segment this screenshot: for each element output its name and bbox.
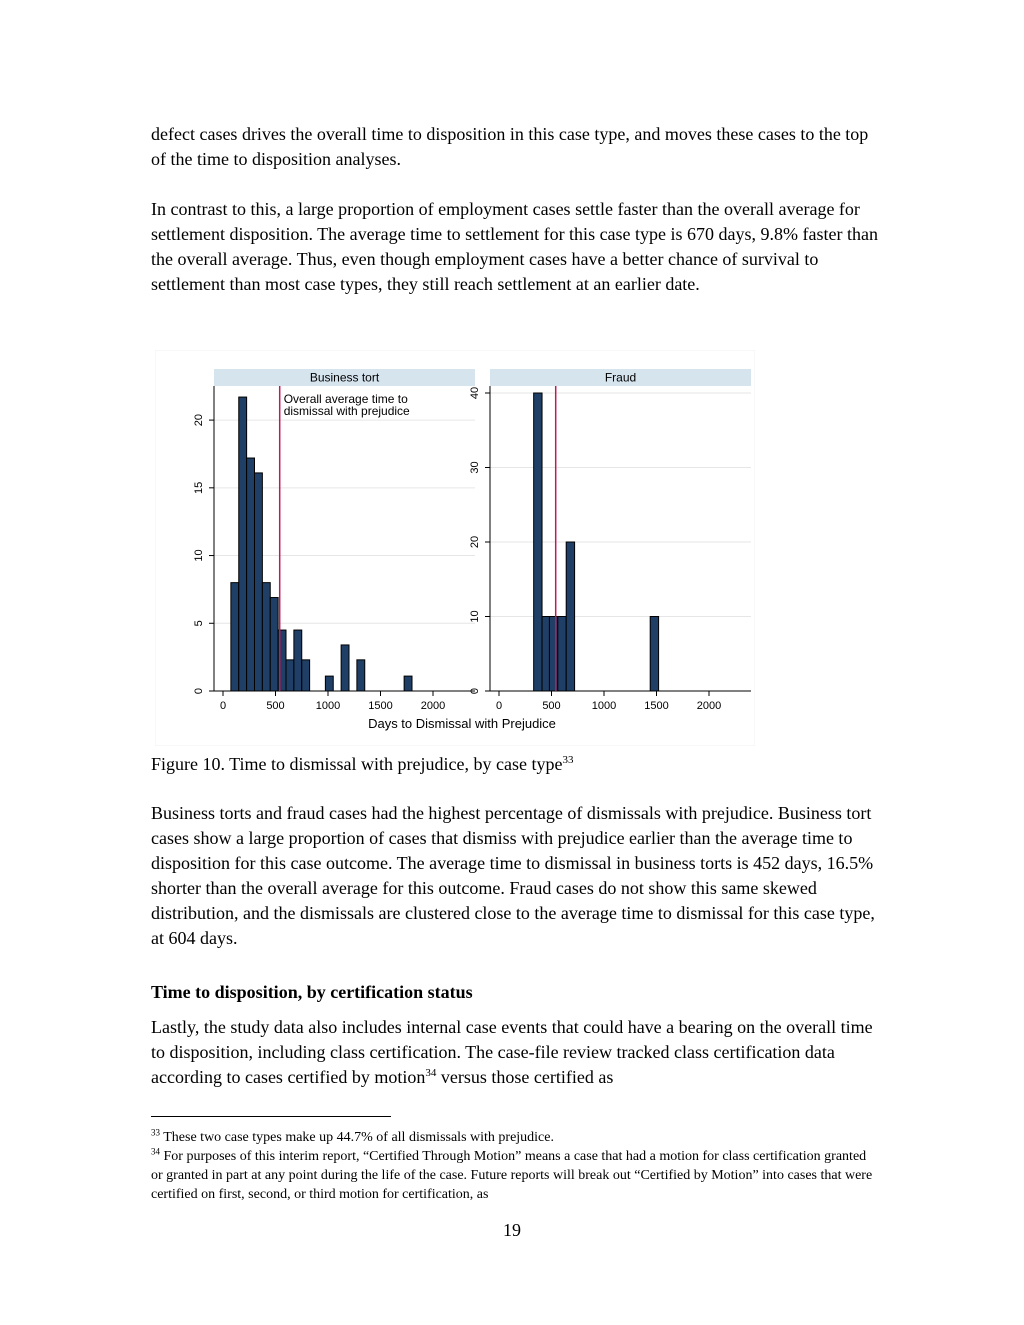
histogram-bar <box>270 598 278 691</box>
y-tick-label: 5 <box>193 620 205 627</box>
y-tick-label: 40 <box>469 386 481 400</box>
x-tick-label: 500 <box>266 700 285 712</box>
x-tick-label: 1000 <box>591 700 617 712</box>
footnote-number: 34 <box>151 1146 160 1157</box>
caption-text: Figure 10. Time to dismissal with prejudice, by case type <box>151 754 563 774</box>
reference-line-annotation: Overall average time to <box>283 392 408 406</box>
paragraph-employment: In contrast to this, a large proportion of employment cases settle faster than the overall average for settlement disposition. The average time to settlement for this case type is 670 days, 9.8% faster than the overall average. Thus, even though employment cases have a better chance of survival to settlement than most case types, they still reach settlement at an earlier date. <box>151 199 878 294</box>
histogram-bar <box>325 676 333 691</box>
paragraph-business-torts: Business torts and fraud cases had the highest percentage of dismissals with prejudice. Business tort cases show a large proportion of cases that dismiss with prejudice earlier than the average time to disposition for this case outcome. The average time to dismissal in business torts is 452 days, 16.5% shorter than the overall average for this outcome. Fraud cases do not show this same skewed distribution, and the dismissals are clustered close to the average time to dismissal for this case type, at 604 days. <box>151 803 875 948</box>
y-tick-label: 0 <box>469 687 481 695</box>
histogram-bar <box>534 393 542 691</box>
y-tick-label: 20 <box>469 535 481 549</box>
footnote-34 <box>151 1147 881 1204</box>
chart-xlabel: Days to Dismissal with Prejudice <box>368 716 556 731</box>
footnote-text: For purposes of this interim report, “Certified Through Motion” means a case that had a motion for class certification granted or granted in part at any point during the life of the case. Future reports will break out “Certified by Motion” into cases that were certified on first, second, or third motion for certification, as <box>151 1149 873 1202</box>
x-tick-label: 2000 <box>696 700 722 712</box>
histogram-bar <box>239 397 247 691</box>
histogram-bar <box>341 645 349 691</box>
figure-caption <box>151 752 573 777</box>
histogram-bar <box>404 676 412 691</box>
panel-title: Business tort <box>309 370 380 385</box>
y-tick-label: 30 <box>469 461 481 474</box>
x-tick-label: 2000 <box>420 700 446 712</box>
x-tick-label: 500 <box>542 700 561 712</box>
y-tick-label: 10 <box>469 610 481 623</box>
histogram-bar <box>294 630 302 691</box>
reference-line-annotation: dismissal with prejudice <box>283 404 410 418</box>
y-tick-label: 0 <box>193 687 205 695</box>
y-tick-label: 10 <box>193 549 205 562</box>
histogram-bar <box>558 617 566 692</box>
y-tick-label: 20 <box>193 413 205 427</box>
histogram-bar <box>302 660 310 691</box>
histogram-bar <box>549 617 557 692</box>
x-tick-label: 1000 <box>315 700 341 712</box>
paragraph-certification <box>151 1015 881 1090</box>
page-number: 19 <box>503 1220 521 1240</box>
footnote-ref-34: 34 <box>425 1067 437 1079</box>
histogram-bar <box>566 542 574 691</box>
histogram-bar <box>255 473 263 691</box>
footnote-number: 33 <box>151 1127 160 1138</box>
histogram-bar <box>231 583 239 691</box>
section-heading: Time to disposition, by certification status <box>151 982 473 1002</box>
x-tick-label: 1500 <box>368 700 393 712</box>
histogram-bar <box>286 660 294 691</box>
histogram-bar <box>650 617 658 692</box>
footnote-divider <box>151 1116 391 1117</box>
figure-histograms <box>155 350 755 746</box>
paragraph-certification-text: Lastly, the study data also includes internal case events that could have a bearing on the overall time to disposition, including class certification. The case-file review tracked class certification data according to cases certified by motion <box>151 1017 873 1087</box>
y-tick-label: 15 <box>193 481 205 494</box>
footnote-33 <box>151 1128 881 1147</box>
paragraph-continuation: defect cases drives the overall time to disposition in this case type, and moves these cases to the top of the time to disposition analyses. <box>151 124 869 169</box>
footnote-text: These two case types make up 44.7% of all dismissals with prejudice. <box>160 1130 554 1145</box>
panel-title: Fraud <box>604 370 637 385</box>
caption-footnote-ref: 33 <box>562 754 574 766</box>
paragraph-certification-tail: versus those certified as <box>436 1067 614 1087</box>
x-tick-label: 1500 <box>644 700 669 712</box>
histogram-bar <box>262 583 270 691</box>
histogram-bar <box>247 458 255 691</box>
x-tick-label: 0 <box>219 700 227 712</box>
histogram-bar <box>357 660 365 691</box>
x-tick-label: 0 <box>495 700 503 712</box>
